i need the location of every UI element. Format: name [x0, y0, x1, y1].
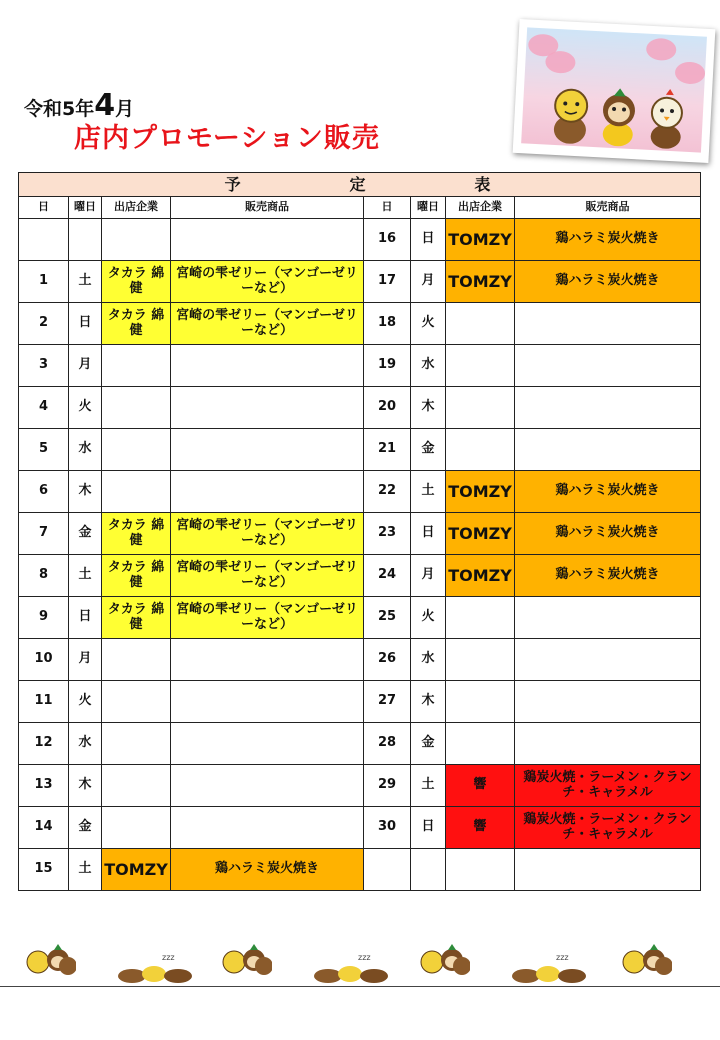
weekday-cell: 木 [411, 387, 446, 429]
mascot-photo [513, 19, 716, 163]
footer-divider [0, 986, 720, 987]
day-cell: 30 [364, 807, 411, 849]
day-cell: 1 [19, 261, 69, 303]
company-cell [102, 765, 171, 807]
weekday-cell: 日 [411, 219, 446, 261]
company-cell [446, 303, 515, 345]
col-header-company: 出店企業 [102, 197, 171, 219]
product-cell [515, 639, 701, 681]
product-cell: 鶏ハラミ炭火焼き [515, 555, 701, 597]
day-cell: 22 [364, 471, 411, 513]
mascot-group-icon [620, 936, 672, 984]
product-cell [515, 681, 701, 723]
company-cell: タカラ 綿健 [102, 261, 171, 303]
col-header-product: 販売商品 [171, 197, 364, 219]
schedule-row [19, 345, 701, 387]
day-cell: 6 [19, 471, 69, 513]
day-cell: 28 [364, 723, 411, 765]
weekday-cell: 水 [69, 723, 102, 765]
product-cell [171, 807, 364, 849]
company-cell [446, 849, 515, 891]
weekday-cell: 日 [411, 513, 446, 555]
weekday-cell: 木 [69, 471, 102, 513]
product-cell: 鶏炭火焼・ラーメン・クランチ・キャラメル [515, 765, 701, 807]
weekday-cell: 土 [411, 765, 446, 807]
weekday-cell: 月 [69, 639, 102, 681]
day-cell: 11 [19, 681, 69, 723]
day-cell: 4 [19, 387, 69, 429]
weekday-cell: 月 [411, 555, 446, 597]
product-cell: 鶏ハラミ炭火焼き [515, 219, 701, 261]
day-cell: 21 [364, 429, 411, 471]
day-cell: 18 [364, 303, 411, 345]
footer-decoration [24, 932, 704, 984]
company-cell [446, 387, 515, 429]
schedule-row [19, 723, 701, 765]
product-cell [515, 429, 701, 471]
day-cell: 10 [19, 639, 69, 681]
weekday-cell: 火 [411, 597, 446, 639]
schedule-row [19, 597, 701, 639]
weekday-cell: 月 [69, 345, 102, 387]
day-cell: 5 [19, 429, 69, 471]
product-cell [515, 345, 701, 387]
day-cell [19, 219, 69, 261]
company-cell [446, 681, 515, 723]
product-cell [171, 639, 364, 681]
product-cell: 宮崎の雫ゼリー（マンゴーゼリーなど） [171, 597, 364, 639]
weekday-cell: 月 [411, 261, 446, 303]
weekday-cell: 土 [69, 555, 102, 597]
company-cell: タカラ 綿健 [102, 513, 171, 555]
mascot-group-icon [220, 936, 272, 984]
company-cell: タカラ 綿健 [102, 303, 171, 345]
product-cell [515, 597, 701, 639]
schedule-row [19, 471, 701, 513]
product-cell [171, 765, 364, 807]
company-cell [102, 219, 171, 261]
era-year: 令和5年 [24, 98, 95, 120]
company-cell: 響 [446, 807, 515, 849]
company-cell [102, 345, 171, 387]
col-header-company-2: 出店企業 [446, 197, 515, 219]
month-unit: 月 [115, 98, 135, 120]
day-cell: 23 [364, 513, 411, 555]
company-cell: TOMZY [446, 555, 515, 597]
company-cell: TOMZY [446, 513, 515, 555]
day-cell: 14 [19, 807, 69, 849]
day-cell: 7 [19, 513, 69, 555]
weekday-cell: 日 [69, 303, 102, 345]
schedule-row [19, 261, 701, 303]
header-row [19, 197, 701, 219]
weekday-cell: 土 [69, 261, 102, 303]
company-cell: タカラ 綿健 [102, 555, 171, 597]
col-header-day-2: 日 [364, 197, 411, 219]
sleeping-mascots-icon [312, 950, 392, 984]
day-cell: 8 [19, 555, 69, 597]
product-cell: 鶏ハラミ炭火焼き [515, 261, 701, 303]
schedule-table [18, 172, 701, 891]
weekday-cell: 木 [411, 681, 446, 723]
product-cell [515, 387, 701, 429]
schedule-row [19, 303, 701, 345]
schedule-row [19, 387, 701, 429]
product-cell [515, 849, 701, 891]
schedule-row [19, 219, 701, 261]
product-cell [171, 723, 364, 765]
mascot-bird-icon [643, 86, 690, 150]
banner-char-1: 予 [224, 174, 245, 194]
company-cell [102, 471, 171, 513]
product-cell: 宮崎の雫ゼリー（マンゴーゼリーなど） [171, 555, 364, 597]
day-cell: 24 [364, 555, 411, 597]
company-cell: TOMZY [446, 219, 515, 261]
schedule-banner [19, 173, 701, 197]
schedule-row [19, 639, 701, 681]
day-cell: 3 [19, 345, 69, 387]
company-cell [102, 429, 171, 471]
day-cell: 25 [364, 597, 411, 639]
day-cell: 13 [19, 765, 69, 807]
product-cell [171, 345, 364, 387]
day-cell: 19 [364, 345, 411, 387]
svg-text:zzz: zzz [162, 953, 175, 962]
product-cell: 宮崎の雫ゼリー（マンゴーゼリーなど） [171, 261, 364, 303]
mascot-lemon-icon [547, 81, 594, 145]
schedule-row [19, 513, 701, 555]
product-cell [171, 219, 364, 261]
product-cell [171, 429, 364, 471]
day-cell [364, 849, 411, 891]
weekday-cell: 日 [69, 597, 102, 639]
page-title: 店内プロモーション販売 [74, 123, 380, 154]
weekday-cell: 火 [69, 387, 102, 429]
mascot-group-icon [24, 936, 76, 984]
company-cell: TOMZY [102, 849, 171, 891]
col-header-dow: 曜日 [69, 197, 102, 219]
weekday-cell: 火 [411, 303, 446, 345]
day-cell: 9 [19, 597, 69, 639]
schedule-row [19, 765, 701, 807]
weekday-cell: 木 [69, 765, 102, 807]
company-cell [102, 723, 171, 765]
company-cell [102, 387, 171, 429]
company-cell [446, 639, 515, 681]
product-cell: 宮崎の雫ゼリー（マンゴーゼリーなど） [171, 303, 364, 345]
day-cell: 16 [364, 219, 411, 261]
company-cell [102, 681, 171, 723]
month-number: 4 [94, 88, 116, 123]
product-cell [171, 681, 364, 723]
company-cell [446, 597, 515, 639]
company-cell [446, 345, 515, 387]
weekday-cell: 水 [411, 345, 446, 387]
weekday-cell: 金 [69, 513, 102, 555]
company-cell: TOMZY [446, 471, 515, 513]
company-cell: TOMZY [446, 261, 515, 303]
day-cell: 27 [364, 681, 411, 723]
product-cell [171, 471, 364, 513]
weekday-cell: 金 [411, 723, 446, 765]
schedule-row [19, 429, 701, 471]
day-cell: 29 [364, 765, 411, 807]
company-cell: タカラ 綿健 [102, 597, 171, 639]
product-cell [171, 387, 364, 429]
company-cell [102, 807, 171, 849]
col-header-product-2: 販売商品 [515, 197, 701, 219]
schedule-row [19, 849, 701, 891]
mascot-group-icon [418, 936, 470, 984]
day-cell: 26 [364, 639, 411, 681]
company-cell [102, 639, 171, 681]
day-cell: 17 [364, 261, 411, 303]
weekday-cell: 土 [69, 849, 102, 891]
svg-text:zzz: zzz [556, 953, 569, 962]
product-cell: 鶏炭火焼・ラーメン・クランチ・キャラメル [515, 807, 701, 849]
weekday-cell: 火 [69, 681, 102, 723]
company-cell: 響 [446, 765, 515, 807]
product-cell: 鶏ハラミ炭火焼き [171, 849, 364, 891]
banner-char-2: 定 [349, 174, 370, 194]
product-cell: 鶏ハラミ炭火焼き [515, 471, 701, 513]
schedule-row [19, 681, 701, 723]
product-cell [515, 723, 701, 765]
banner-char-3: 表 [474, 174, 495, 194]
weekday-cell: 金 [69, 807, 102, 849]
col-header-day: 日 [19, 197, 69, 219]
weekday-cell: 水 [411, 639, 446, 681]
day-cell: 2 [19, 303, 69, 345]
schedule-row [19, 555, 701, 597]
weekday-cell [69, 219, 102, 261]
product-cell: 鶏ハラミ炭火焼き [515, 513, 701, 555]
product-cell [515, 303, 701, 345]
col-header-dow-2: 曜日 [411, 197, 446, 219]
banner-row [19, 173, 701, 197]
weekday-cell: 日 [411, 807, 446, 849]
weekday-cell: 土 [411, 471, 446, 513]
product-cell: 宮崎の雫ゼリー（マンゴーゼリーなど） [171, 513, 364, 555]
sleeping-mascots-icon [116, 950, 196, 984]
weekday-cell: 金 [411, 429, 446, 471]
svg-text:zzz: zzz [358, 953, 371, 962]
day-cell: 12 [19, 723, 69, 765]
weekday-cell [411, 849, 446, 891]
sleeping-mascots-icon [510, 950, 590, 984]
company-cell [446, 723, 515, 765]
mascot-monkey-icon [595, 83, 642, 147]
company-cell [446, 429, 515, 471]
day-cell: 20 [364, 387, 411, 429]
schedule-row [19, 807, 701, 849]
weekday-cell: 水 [69, 429, 102, 471]
day-cell: 15 [19, 849, 69, 891]
